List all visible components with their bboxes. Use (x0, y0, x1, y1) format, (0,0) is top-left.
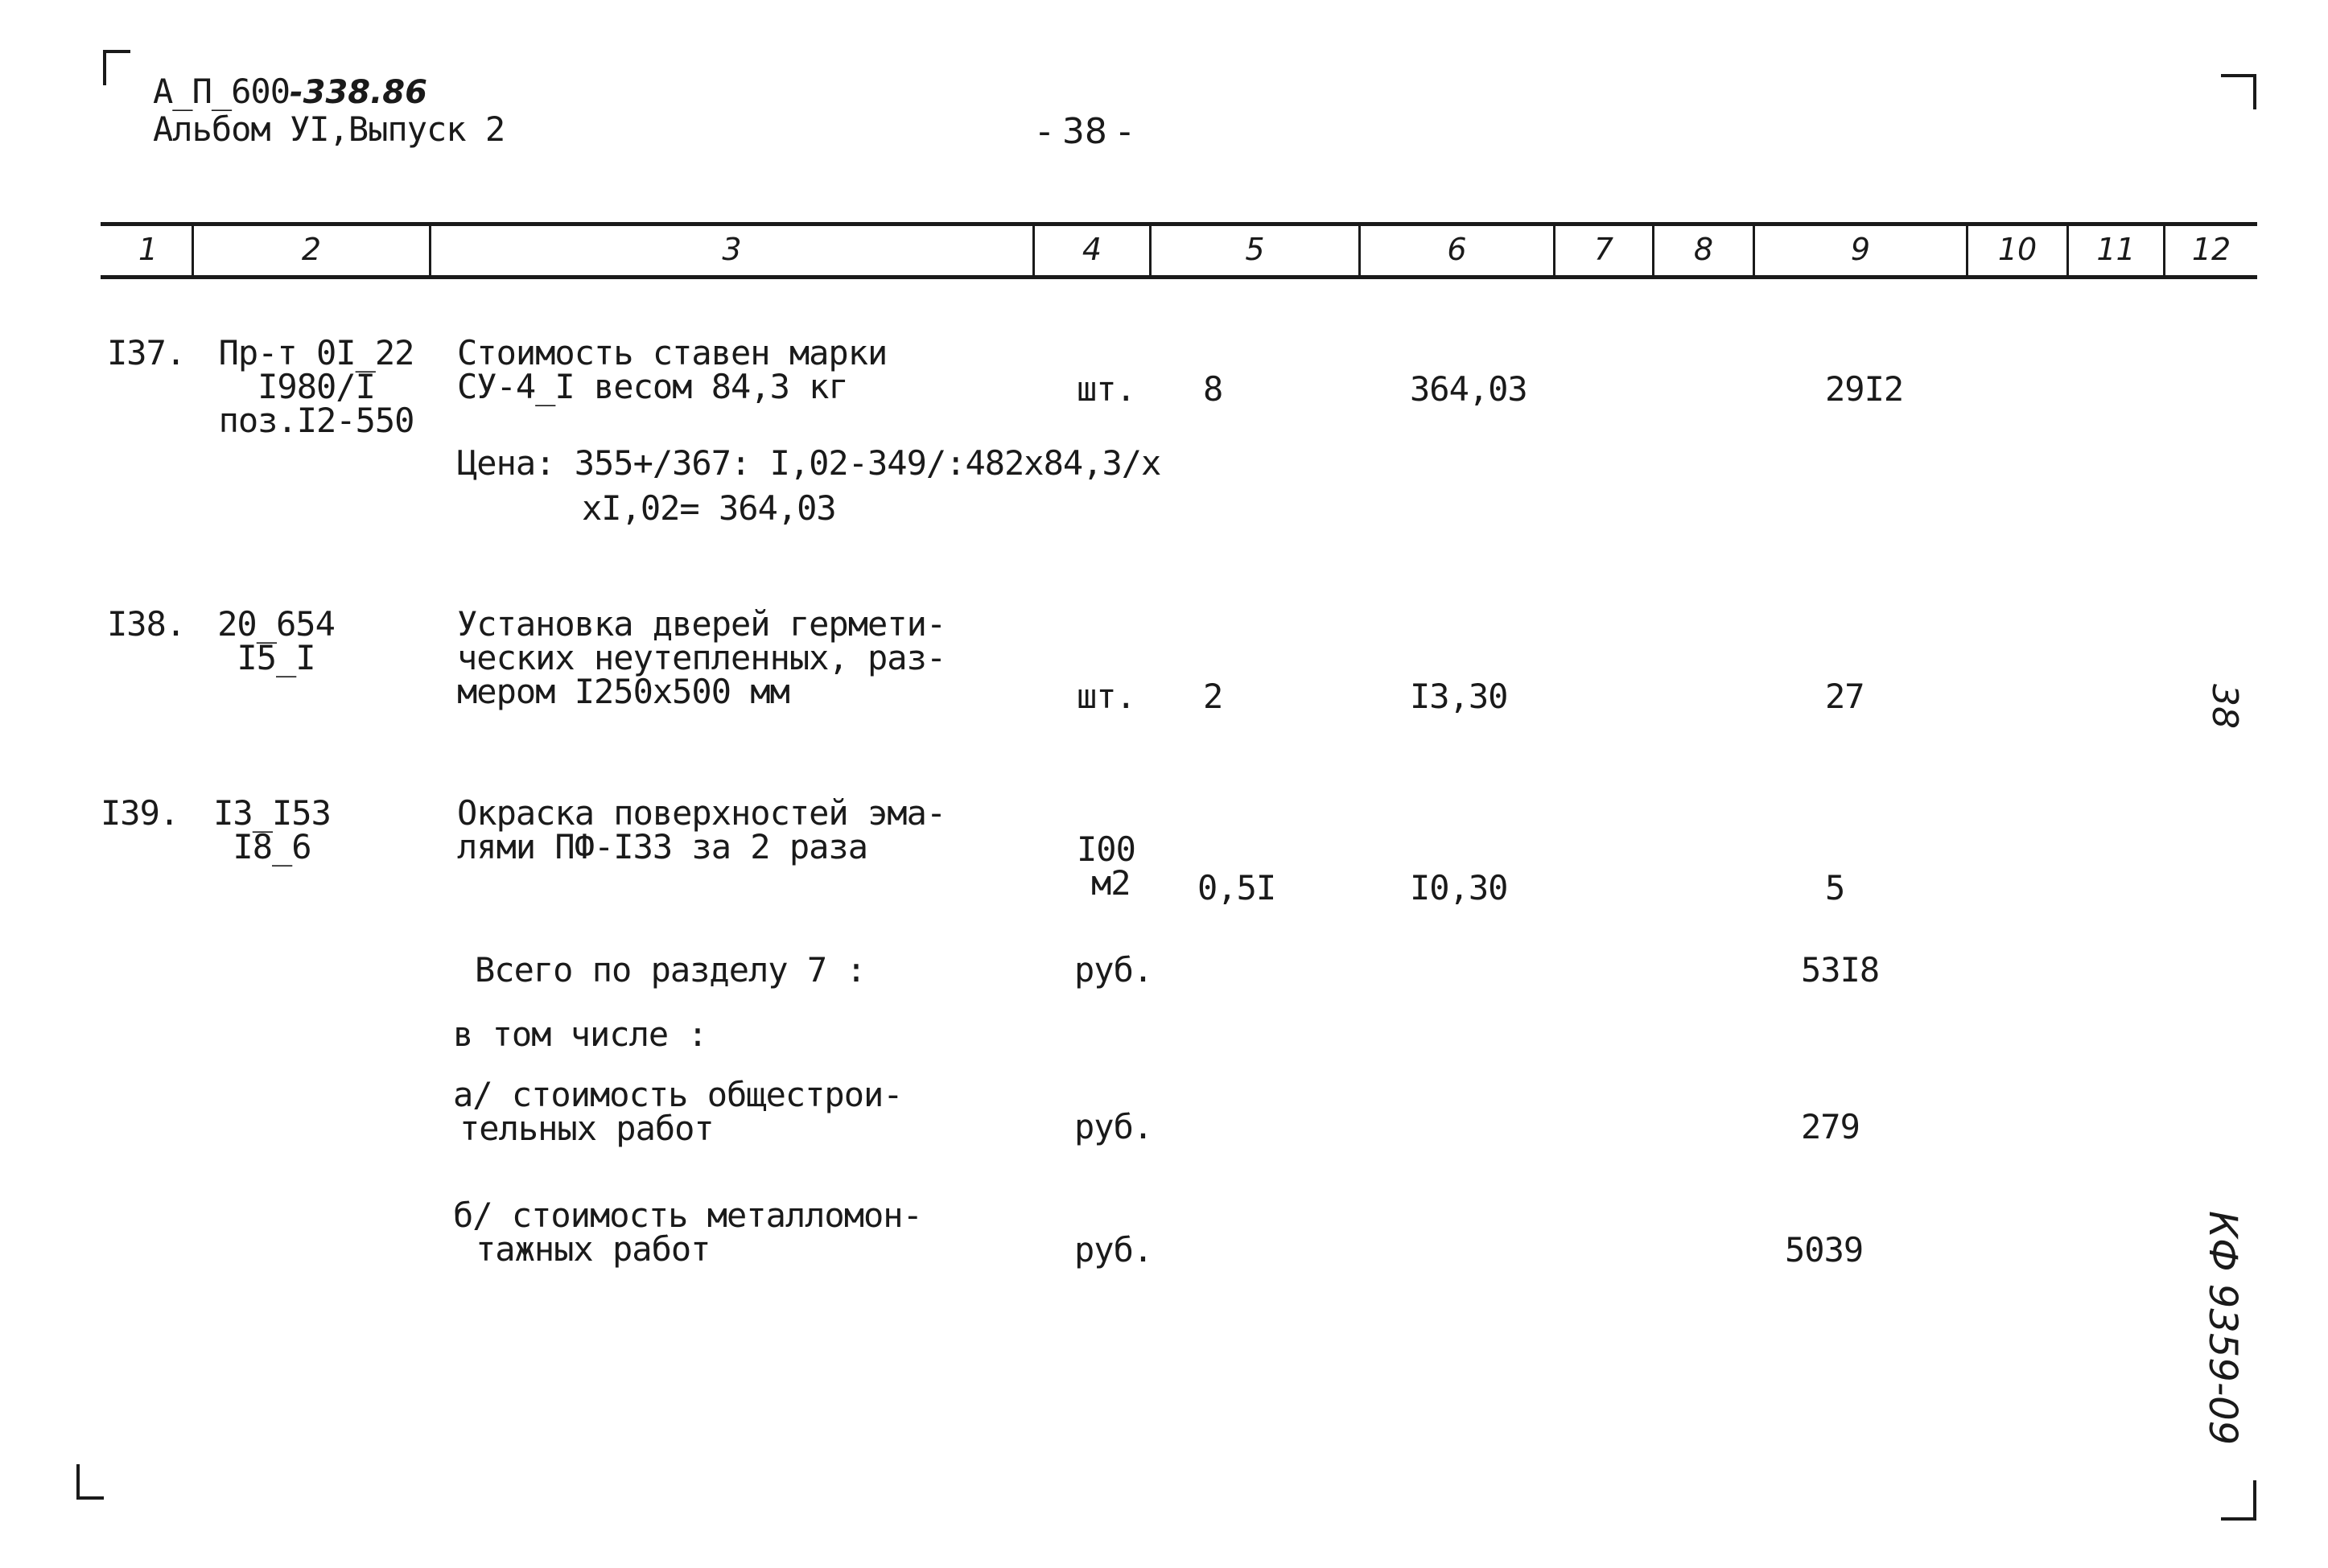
row-quantity: 2 (1203, 677, 1223, 716)
general-construction-unit: руб. (1074, 1107, 1153, 1146)
description-line: Окраска поверхностей эма- (457, 793, 946, 833)
including-label: в том числе : (453, 1014, 707, 1054)
table-header-bottom-rule (101, 275, 2257, 279)
row-reference (208, 333, 425, 440)
column-header-5: 5 (1245, 232, 1265, 267)
description-line: Установка дверей гермети- (457, 604, 946, 644)
row-description (457, 604, 946, 711)
row-quantity: 0,5I (1197, 868, 1276, 907)
row-description (457, 793, 946, 866)
table-header-top-rule (101, 222, 2257, 226)
column-header-11: 11 (2096, 232, 2136, 267)
reference-line: I5_I (237, 638, 315, 677)
reference-line: 20_654 (217, 604, 335, 644)
description-line: Стоимость ставен марки (457, 333, 888, 372)
metal-installation-label (453, 1196, 922, 1269)
row-reference (208, 793, 336, 866)
row-total: 29I2 (1825, 369, 1904, 409)
row-number: I39. (101, 793, 179, 833)
reference-line: I980/I (258, 367, 375, 406)
row-total: 5 (1825, 868, 1845, 907)
document-code-suffix: -338.86 (290, 74, 427, 111)
row-unit: шт. (1077, 369, 1135, 409)
metal-installation-value: 5039 (1785, 1230, 1864, 1270)
margin-page-mark: 38 (2204, 684, 2245, 729)
label-line: тажных работ (476, 1229, 711, 1269)
note-line: Цена: 355+/367: I,02-349/:482x84,3/x (457, 443, 1161, 483)
corner-mark-top-right (2221, 74, 2256, 109)
label-line: тельных работ (459, 1109, 714, 1148)
section-total-unit: руб. (1074, 950, 1153, 990)
margin-document-stamp: КФ 9359-09 (2200, 1211, 2245, 1446)
label-line: а/ стоимость общестрои- (453, 1075, 903, 1114)
column-header-4: 4 (1082, 232, 1102, 267)
description-line: ческих неутепленных, раз- (457, 638, 946, 677)
column-header-10: 10 (1997, 232, 2038, 267)
row-total: 27 (1825, 677, 1864, 716)
column-header-8: 8 (1693, 232, 1714, 267)
column-header-12: 12 (2191, 232, 2231, 267)
description-line: лями ПФ-I33 за 2 раза (457, 827, 868, 866)
corner-mark-top-left (103, 50, 130, 85)
row-unit-price: I3,30 (1410, 677, 1508, 716)
row-unit: шт. (1077, 677, 1135, 716)
label-line: б/ стоимость металломон- (453, 1196, 922, 1235)
page-number: - 38 - (1038, 111, 1131, 152)
reference-line: поз.I2-550 (218, 401, 414, 440)
corner-mark-bottom-right (2221, 1480, 2256, 1521)
row-unit (1077, 829, 1135, 903)
section-total-label: Всего по разделу 7 : (475, 950, 866, 990)
column-header-6: 6 (1447, 232, 1467, 267)
unit-line: I00 (1077, 829, 1135, 869)
reference-line: I8_6 (233, 827, 311, 866)
unit-line: м2 (1091, 863, 1131, 903)
description-line: мером I250x500 мм (457, 672, 789, 711)
row-description (457, 333, 888, 406)
album-title: Альбом УI,Выпуск 2 (153, 109, 505, 149)
row-unit-price: 364,03 (1410, 369, 1527, 409)
note-line: xI,02= 364,03 (582, 488, 836, 528)
metal-installation-unit: руб. (1074, 1230, 1153, 1270)
row-reference (216, 604, 336, 677)
reference-line: Пр-т 0I_22 (218, 333, 414, 372)
section-total-value: 53I8 (1801, 950, 1880, 990)
column-header-2: 2 (301, 232, 322, 267)
general-construction-label (453, 1075, 903, 1148)
row-number: I37. (107, 333, 186, 372)
column-header-7: 7 (1593, 232, 1614, 267)
row-quantity: 8 (1203, 369, 1223, 409)
description-line: СУ-4_I весом 84,3 кг (457, 367, 848, 406)
general-construction-value: 279 (1801, 1107, 1860, 1146)
reference-line: I3_I53 (213, 793, 331, 833)
column-header-9: 9 (1850, 232, 1871, 267)
document-code-base: А_П_600 (153, 72, 290, 111)
corner-mark-bottom-left (76, 1464, 104, 1500)
row-unit-price: I0,30 (1410, 868, 1508, 907)
price-calculation-note (457, 443, 1161, 528)
column-header-1: 1 (138, 232, 159, 267)
column-header-3: 3 (722, 232, 742, 267)
row-number: I38. (107, 604, 186, 644)
document-code (153, 74, 427, 111)
